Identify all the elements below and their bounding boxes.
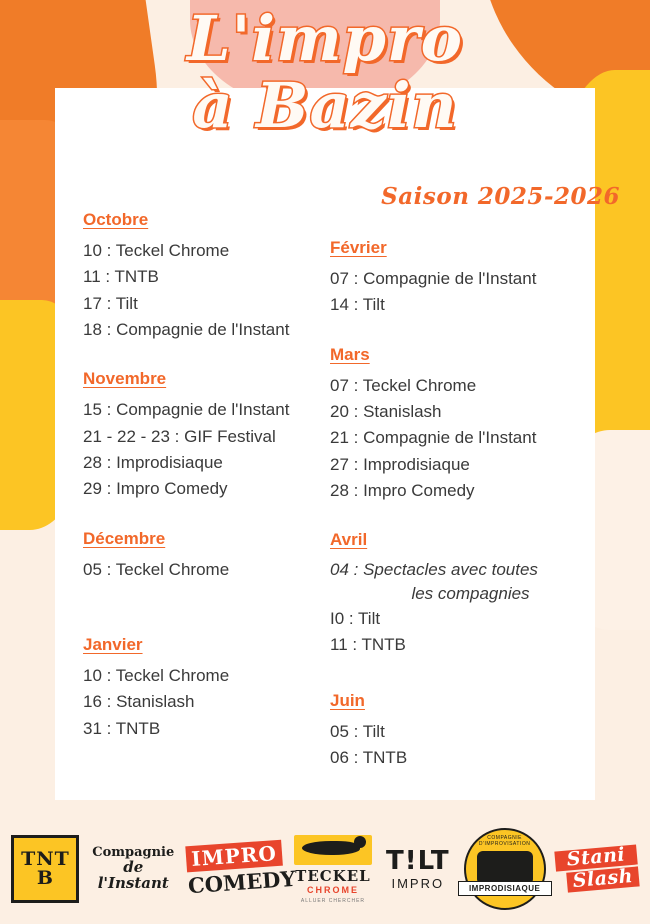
event-item: 11 : TNTB <box>330 635 406 655</box>
logo-comedy-line-2: COMEDY <box>187 865 297 899</box>
event-item: 21 : Compagnie de l'Instant <box>330 428 537 448</box>
month-name: Avril <box>330 530 368 550</box>
title-line-1: L'impro <box>186 2 464 75</box>
season-label: Saison 2025-2026 <box>381 183 620 210</box>
event-item: 31 : TNTB <box>83 718 161 738</box>
logo-tntb-line-1: TNT <box>21 848 70 870</box>
logo-tntb <box>11 835 79 903</box>
event-item: 29 : Impro Comedy <box>83 479 228 499</box>
event-item: 11 : TNTB <box>83 267 159 287</box>
event-item: 16 : Stanislash <box>83 692 195 712</box>
event-item: 17 : Tilt <box>83 293 138 313</box>
month-name: Novembre <box>83 369 167 389</box>
month-name: Mars <box>330 344 370 364</box>
logo-comedy-line-1: IMPRO <box>185 840 283 873</box>
logo-teckel-chrome <box>294 835 372 904</box>
event-item: 06 : TNTB <box>330 748 408 768</box>
event-item: 07 : Teckel Chrome <box>330 375 477 395</box>
month-block-janvier <box>83 635 330 742</box>
month-block-juin <box>330 691 595 772</box>
logo-improdisiaque <box>464 828 546 910</box>
month-block-decembre <box>83 529 330 583</box>
schedule-right-column <box>330 200 595 800</box>
mask-icon <box>477 851 533 885</box>
logo-tilt-line-2: IMPRO <box>391 875 445 891</box>
logo-strip <box>0 814 650 924</box>
logo-teckel-line-2: CHROME <box>306 884 359 895</box>
event-item: 14 : Tilt <box>330 295 385 315</box>
logo-stanislash <box>555 845 640 894</box>
month-name: Février <box>330 238 387 257</box>
logo-improdisiaque-arc: COMPAGNIE D'IMPROVISATION <box>478 835 531 847</box>
month-block-octobre <box>83 210 330 343</box>
month-block-novembre <box>83 369 330 502</box>
title-line-2: à Bazin <box>192 68 458 142</box>
dachshund-icon <box>294 835 372 865</box>
logo-teckel-line-1: TECKEL <box>295 866 371 885</box>
event-item: 15 : Compagnie de l'Instant <box>83 400 290 420</box>
event-item: 05 : Tilt <box>330 721 385 741</box>
schedule-left-column <box>55 200 330 800</box>
logo-stani-line-2: Slash <box>567 866 640 892</box>
event-special-line-1: 04 : Spectacles avec toutes <box>330 560 538 580</box>
logo-instant-line-1: Compagnie <box>92 845 175 861</box>
logo-impro-comedy <box>185 840 297 899</box>
event-item: 10 : Teckel Chrome <box>83 241 230 260</box>
event-item: 21 - 22 - 23 : GIF Festival <box>83 426 276 446</box>
event-item: 10 : Teckel Chrome <box>83 666 230 686</box>
event-item: 28 : Impro Comedy <box>330 481 475 501</box>
event-special-line-2: les compagnies <box>411 584 530 604</box>
logo-stani-line-1: Stani <box>555 845 638 872</box>
schedule <box>55 200 595 800</box>
event-item: 20 : Stanislash <box>330 402 442 422</box>
event-item: 27 : Improdisiaque <box>330 454 470 474</box>
logo-compagnie-de-linstant <box>90 846 176 891</box>
month-block-mars <box>330 345 595 505</box>
logo-instant-line-2: de l'Instant <box>97 858 169 892</box>
logo-tntb-line-2: B <box>36 867 54 889</box>
logo-tilt-line-1: T!LT <box>386 845 450 876</box>
event-item-special <box>330 558 595 606</box>
event-item: 28 : Improdisiaque <box>83 453 223 473</box>
logo-teckel-line-3: ALLUER CHERCHER <box>300 897 366 904</box>
event-item: I0 : Tilt <box>330 609 381 628</box>
logo-tilt-impro <box>383 845 453 891</box>
month-name: Janvier <box>83 635 143 655</box>
month-name: Décembre <box>83 528 166 548</box>
event-item: 07 : Compagnie de l'Instant <box>330 269 537 288</box>
month-block-avril <box>330 530 595 658</box>
month-name: Juin <box>330 690 365 710</box>
logo-improdisiaque-name: IMPRODISIAQUE <box>458 881 552 896</box>
event-item: 05 : Teckel Chrome <box>83 559 230 579</box>
month-name: Octobre <box>83 210 149 229</box>
month-block-fevrier <box>330 238 595 319</box>
event-item: 18 : Compagnie de l'Instant <box>83 320 290 340</box>
